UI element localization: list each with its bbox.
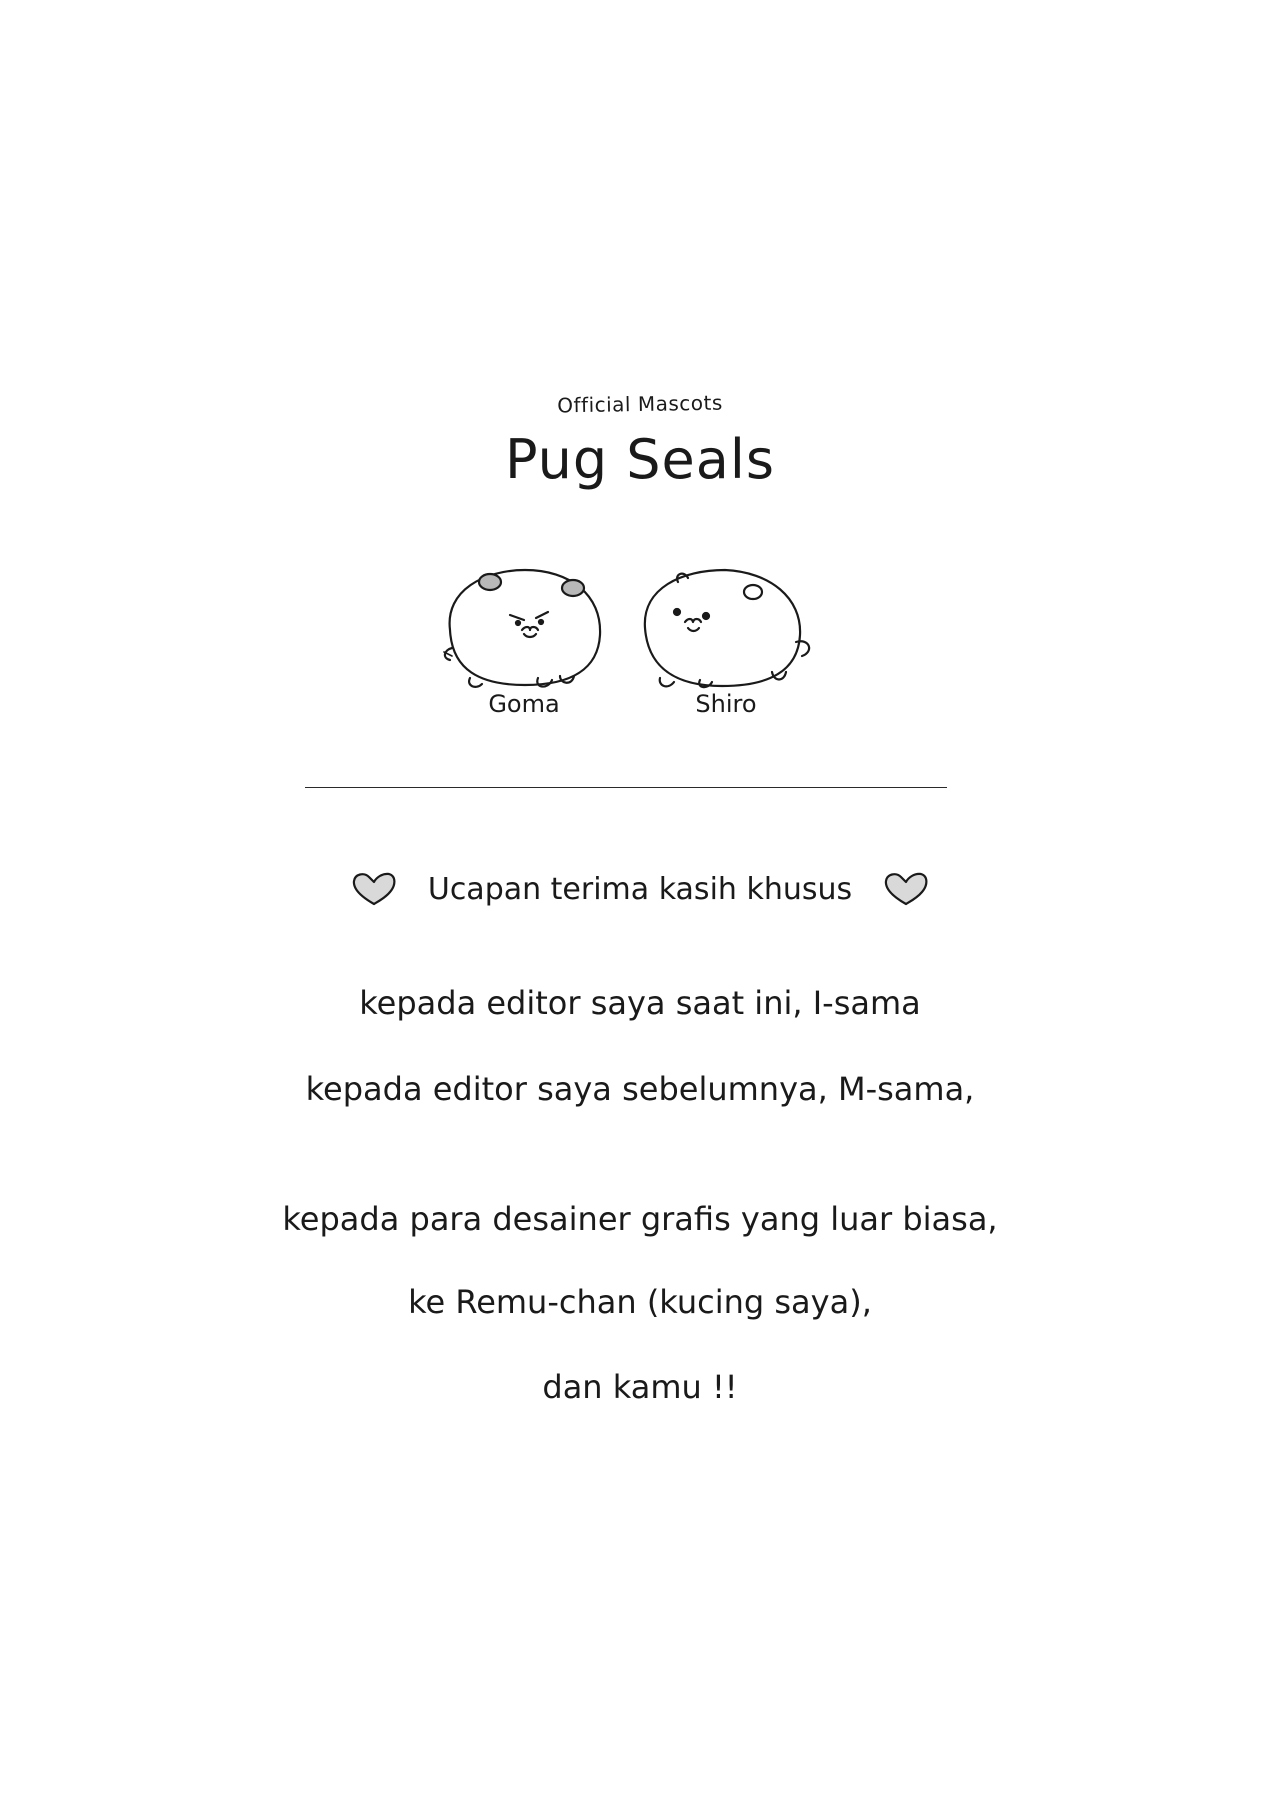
goma-mascot xyxy=(444,570,600,687)
subtitle: Official Mascots xyxy=(557,390,723,418)
heart-icon xyxy=(350,870,398,908)
thanks-line-designers: kepada para desainer grafis yang luar biasa, xyxy=(282,1200,998,1238)
page-title: Pug Seals xyxy=(504,428,775,491)
thanks-line-reader: dan kamu !! xyxy=(542,1368,738,1406)
thanks-heading: Ucapan terima kasih khusus xyxy=(427,871,853,907)
thanks-line-current-editor: kepada editor saya saat ini, I-sama xyxy=(359,984,921,1022)
mascot-name-goma: Goma xyxy=(488,690,560,718)
mascot-name-shiro: Shiro xyxy=(695,690,757,718)
thanks-line-cat: ke Remu-chan (kucing saya), xyxy=(408,1283,872,1321)
thanks-heading-row xyxy=(0,864,1280,914)
thanks-line-previous-editor: kepada editor saya sebelumnya, M-sama, xyxy=(305,1070,975,1108)
shiro-mascot xyxy=(645,570,809,687)
divider xyxy=(305,787,947,788)
heart-icon xyxy=(882,870,930,908)
